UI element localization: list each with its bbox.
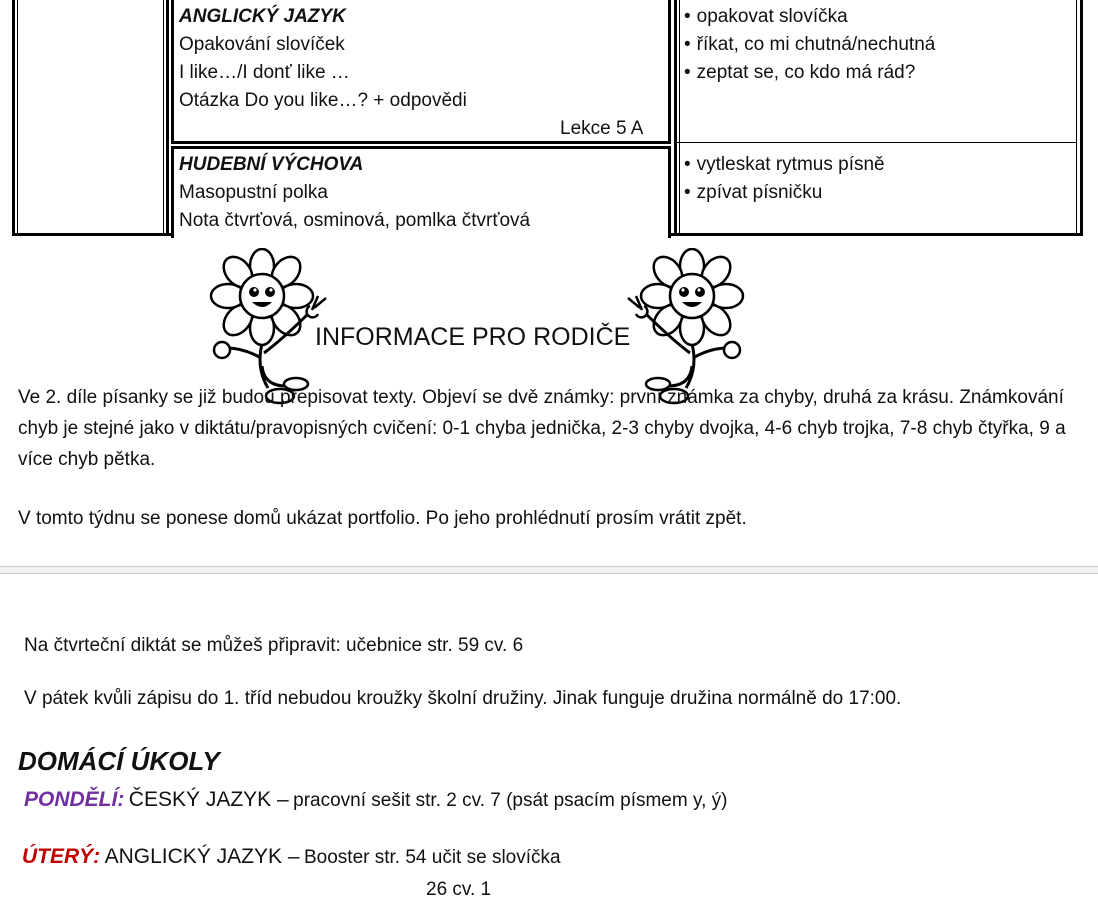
goal-item: • vytleskat rytmus písně	[684, 151, 885, 179]
goals-list-music	[684, 151, 885, 207]
info-paragraph: V pátek kvůli zápisu do 1. tříd nebudou kroužky školní družiny. Jinak funguje družina normálně do 17:00.	[24, 688, 902, 709]
homework-item-tuesday	[22, 845, 561, 869]
goal-item: • zeptat se, co kdo má rád?	[684, 59, 935, 87]
goal-item: • říkat, co mi chutná/nechutná	[684, 31, 935, 59]
homework-task: Booster str. 54 učit se slovíčka	[303, 847, 561, 868]
homework-subject: ANGLICKÝ JAZYK –	[104, 845, 300, 868]
homework-subject: ČESKÝ JAZYK –	[128, 788, 289, 811]
homework-task-continuation: 26 cv. 1	[426, 879, 492, 900]
homework-task: pracovní sešit str. 2 cv. 7 (psát psacím písmem y, ý)	[293, 790, 728, 811]
homework-day: ÚTERÝ:	[22, 845, 101, 868]
lesson-line: Otázka Do you like…? + odpovědi	[179, 90, 467, 111]
lesson-line: I like…/I donť like …	[179, 62, 350, 83]
homework-day: PONDĚLÍ:	[24, 788, 125, 811]
info-paragraph: Na čtvrteční diktát se můžeš připravit: učebnice str. 59 cv. 6	[24, 635, 524, 656]
lesson-line: Masopustní polka	[179, 182, 328, 203]
homework-title: DOMÁCÍ ÚKOLY	[18, 746, 220, 776]
subject-english	[179, 3, 467, 115]
lesson-line: Nota čtvrťová, osminová, pomlka čtvrťová	[179, 210, 531, 231]
info-heading: INFORMACE PRO RODIČE	[315, 323, 631, 351]
goal-item: • zpívat písničku	[684, 179, 885, 207]
subject-title: ANGLICKÝ JAZYK	[179, 6, 346, 27]
subject-music	[179, 151, 530, 235]
goal-item: • opakovat slovíčka	[684, 3, 935, 31]
info-paragraph: V tomto týdnu se ponese domů ukázat portfolio. Po jeho prohlédnutí prosím vrátit zpět.	[18, 508, 747, 529]
goals-list-english	[684, 3, 935, 87]
page-break	[0, 566, 1098, 574]
lesson-line: Opakování slovíček	[179, 34, 345, 55]
info-paragraph: Ve 2. díle písanky se již budou přepisovat texty. Objeví se dvě známky: první známka za chyby, druhá za krásu. Známkování chyb je stejné jako v diktátu/pravopisných cvičení: 0-1 chyba jednička, 2-3 chyby dvojka, 4-6 chyb trojka, 7-8 chyb čtyřka, 9 a více chyb pětka.	[18, 387, 1066, 470]
homework-item-monday	[24, 788, 727, 812]
subject-title: HUDEBNÍ VÝCHOVA	[179, 154, 364, 175]
lesson-reference: Lekce 5 A	[560, 118, 644, 139]
